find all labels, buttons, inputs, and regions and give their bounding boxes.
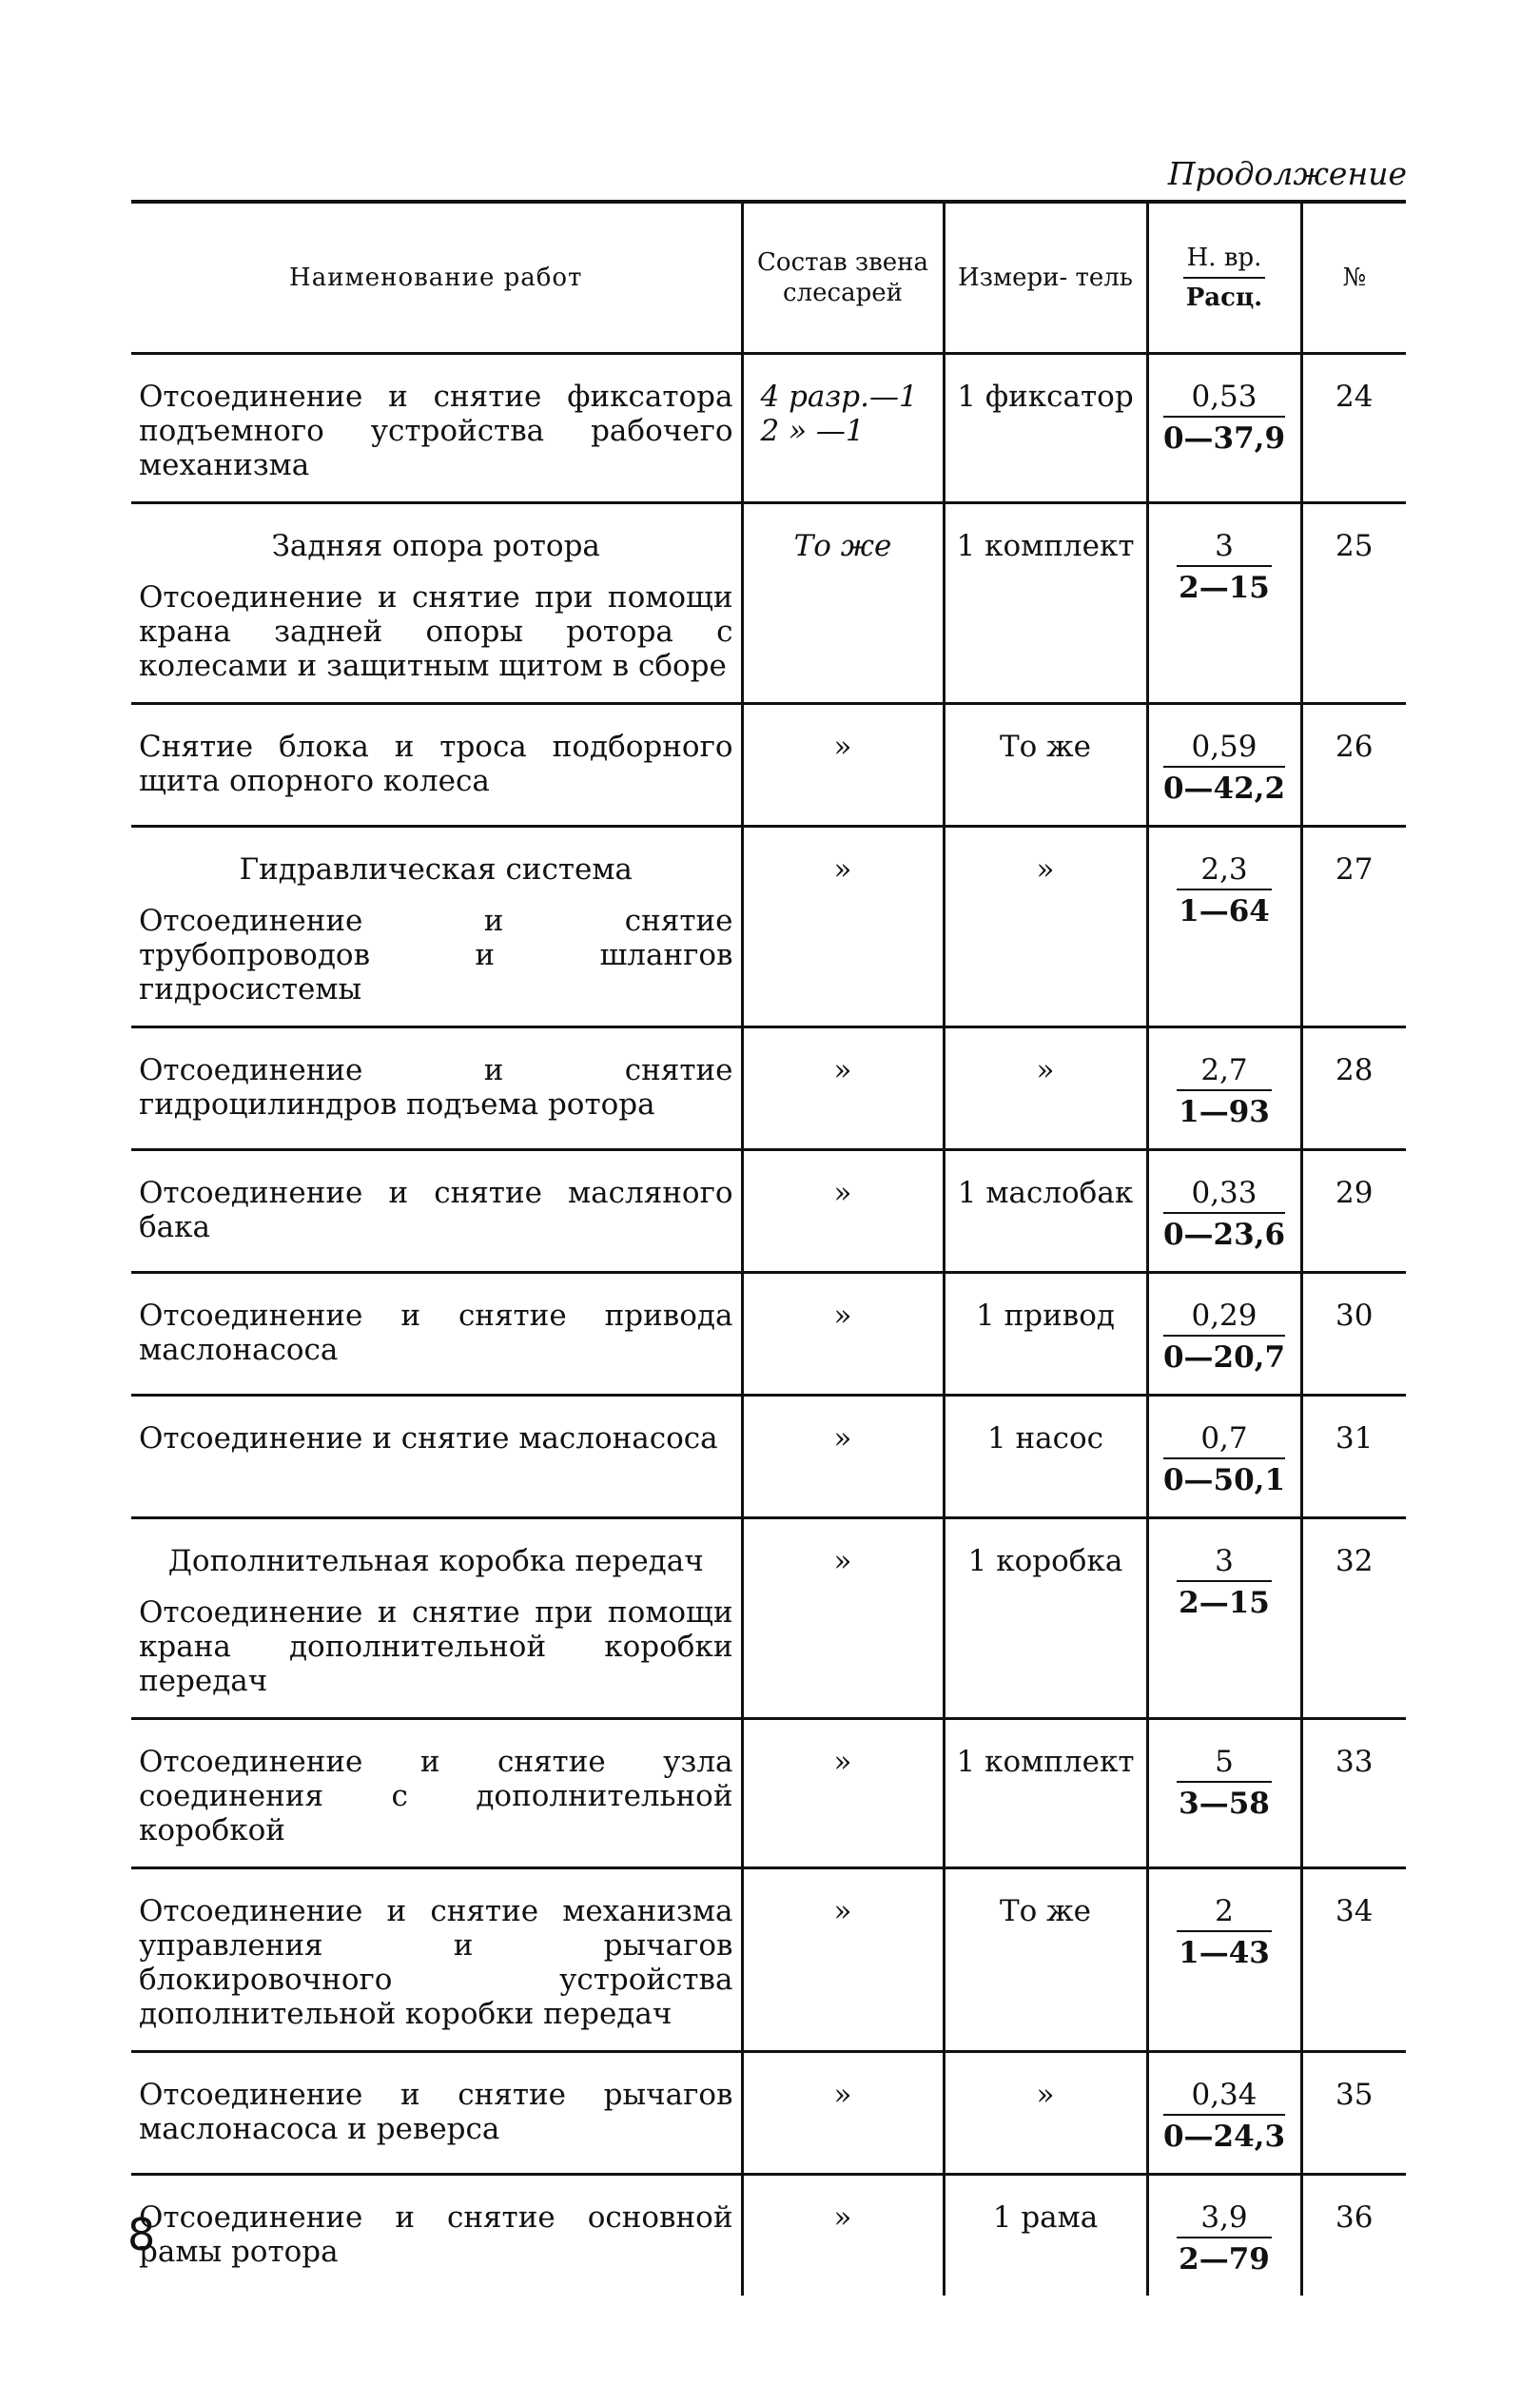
table-row <box>131 1518 1406 1719</box>
work-name-cell <box>131 827 742 1027</box>
row-number: 28 <box>1335 1053 1374 1087</box>
unit-value: 1 насос <box>986 1421 1104 1456</box>
header-unit: Измери- тель <box>944 202 1147 354</box>
row-number: 26 <box>1335 730 1374 764</box>
crew-cell <box>742 1396 944 1518</box>
row-number-cell <box>1301 704 1406 827</box>
header-number: № <box>1301 202 1406 354</box>
crew-line-2: 2 » —1 <box>760 414 865 448</box>
norm-time-value: 0,34 <box>1163 2078 1285 2116</box>
rate-value: 0—37,9 <box>1162 421 1286 456</box>
unit-cell <box>944 354 1147 503</box>
section-heading: Задняя опора ротора <box>271 529 600 563</box>
rate-value: 0—50,1 <box>1162 1463 1286 1497</box>
section-heading: Дополнительная коробка передач <box>167 1544 704 1578</box>
unit-cell <box>944 2052 1147 2175</box>
work-name-cell <box>131 1396 742 1518</box>
work-name-cell <box>131 1518 742 1719</box>
row-number: 31 <box>1335 1421 1374 1456</box>
work-name-cell <box>131 1027 742 1150</box>
norm-rate-cell <box>1147 354 1301 503</box>
unit-value: 1 рама <box>992 2200 1099 2235</box>
table-row <box>131 1273 1406 1396</box>
unit-cell <box>944 1868 1147 2052</box>
work-name: Отсоединение и снятие трубопроводов и шлангов гидросистемы <box>139 904 733 1007</box>
work-name-cell <box>131 2052 742 2175</box>
crew-cell <box>742 1518 944 1719</box>
row-number: 25 <box>1335 529 1374 563</box>
unit-cell <box>944 704 1147 827</box>
header-rate: Расц. <box>1185 283 1263 312</box>
unit-cell <box>944 1518 1147 1719</box>
norm-rate-cell <box>1147 1027 1301 1150</box>
table-row <box>131 1396 1406 1518</box>
crew-line-1: » <box>833 1894 852 1928</box>
crew-line-1: » <box>833 730 852 764</box>
work-name: Отсоединение и снятие привода маслонасоса <box>139 1299 733 1367</box>
norm-time-value: 0,53 <box>1163 380 1285 418</box>
norm-rate-cell <box>1147 503 1301 704</box>
unit-value: 1 комплект <box>956 1745 1135 1779</box>
unit-cell <box>944 1150 1147 1273</box>
crew-line-1: » <box>833 2200 852 2235</box>
crew-line-1: » <box>833 1176 852 1210</box>
row-number: 32 <box>1335 1544 1374 1578</box>
norm-rate-cell <box>1147 827 1301 1027</box>
norm-time-value: 0,7 <box>1163 1421 1285 1459</box>
work-name-cell <box>131 1273 742 1396</box>
norm-time-value: 2 <box>1177 1894 1272 1932</box>
unit-value: 1 фиксатор <box>957 380 1134 414</box>
work-name: Отсоединение и снятие при помощи крана задней опоры ротора с колесами и защитным щитом в сборе <box>139 580 733 683</box>
row-number: 34 <box>1335 1894 1374 1928</box>
works-table <box>131 200 1406 2296</box>
row-number: 30 <box>1335 1299 1374 1333</box>
row-number-cell <box>1301 1150 1406 1273</box>
norm-rate-cell <box>1147 2175 1301 2297</box>
row-number: 36 <box>1335 2200 1374 2235</box>
norm-rate-cell <box>1147 1273 1301 1396</box>
unit-cell <box>944 827 1147 1027</box>
page-number: 8 <box>127 2209 156 2260</box>
header-name: Наименование работ <box>131 202 742 354</box>
row-number-cell <box>1301 1868 1406 2052</box>
row-number: 27 <box>1335 852 1374 887</box>
crew-cell <box>742 503 944 704</box>
row-number-cell <box>1301 1518 1406 1719</box>
crew-line-1: 4 разр.—1 <box>760 380 918 414</box>
rate-value: 2—79 <box>1179 2242 1270 2277</box>
unit-cell <box>944 1273 1147 1396</box>
crew-line-1: » <box>833 1421 852 1456</box>
work-name-cell <box>131 704 742 827</box>
work-name-cell <box>131 1868 742 2052</box>
row-number-cell <box>1301 1396 1406 1518</box>
table-row <box>131 354 1406 503</box>
row-number: 29 <box>1335 1176 1374 1210</box>
header-norm-rate <box>1147 202 1301 354</box>
crew-cell <box>742 1027 944 1150</box>
rate-value: 2—15 <box>1179 571 1270 605</box>
section-heading: Гидравлическая система <box>239 852 633 887</box>
header-crew: Состав звена слесарей <box>742 202 944 354</box>
work-name: Отсоединение и снятие маслонасоса <box>139 1421 718 1456</box>
unit-cell <box>944 1719 1147 1868</box>
norm-time-value: 0,29 <box>1163 1299 1285 1337</box>
table-row <box>131 1719 1406 1868</box>
norm-rate-cell <box>1147 1396 1301 1518</box>
row-number-cell <box>1301 1273 1406 1396</box>
work-name: Отсоединение и снятие при помощи крана дополнительной коробки передач <box>139 1595 733 1698</box>
norm-time-value: 3 <box>1177 1544 1272 1582</box>
work-name: Отсоединение и снятие гидроцилиндров подъема ротора <box>139 1053 733 1122</box>
row-number-cell <box>1301 503 1406 704</box>
crew-line-1: » <box>833 852 852 887</box>
table-row <box>131 503 1406 704</box>
work-name-cell <box>131 2175 742 2297</box>
row-number-cell <box>1301 827 1406 1027</box>
norm-rate-cell <box>1147 1518 1301 1719</box>
norm-rate-cell <box>1147 1150 1301 1273</box>
rate-value: 3—58 <box>1179 1787 1270 1821</box>
crew-cell <box>742 2175 944 2297</box>
header-norm-time: Н. вр. <box>1183 243 1266 280</box>
norm-time-value: 3,9 <box>1177 2200 1272 2238</box>
work-name: Отсоединение и снятие рычагов маслонасоса и реверса <box>139 2078 733 2146</box>
norm-time-value: 2,7 <box>1177 1053 1272 1091</box>
norm-time-value: 2,3 <box>1177 852 1272 890</box>
work-name: Отсоединение и снятие основной рамы ротора <box>139 2200 733 2269</box>
work-name: Отсоединение и снятие масляного бака <box>139 1176 733 1244</box>
row-number-cell <box>1301 2175 1406 2297</box>
unit-value: То же <box>999 730 1092 764</box>
table-row <box>131 827 1406 1027</box>
table-row <box>131 1868 1406 2052</box>
unit-value: 1 маслобак <box>957 1176 1134 1210</box>
crew-line-1: » <box>833 1745 852 1779</box>
table-row <box>131 1027 1406 1150</box>
table-row <box>131 704 1406 827</box>
rate-value: 1—43 <box>1179 1936 1270 1970</box>
unit-value: » <box>1036 1053 1055 1087</box>
crew-cell <box>742 1719 944 1868</box>
rate-value: 0—42,2 <box>1162 772 1286 806</box>
table-row <box>131 1150 1406 1273</box>
table-row <box>131 2175 1406 2297</box>
crew-cell <box>742 2052 944 2175</box>
row-number-cell <box>1301 354 1406 503</box>
rate-value: 0—24,3 <box>1162 2120 1286 2154</box>
rate-value: 1—64 <box>1179 894 1270 928</box>
work-name: Снятие блока и троса подборного щита опорного колеса <box>139 730 733 798</box>
work-name-cell <box>131 1150 742 1273</box>
norm-rate-cell <box>1147 1719 1301 1868</box>
rate-value: 0—20,7 <box>1162 1340 1286 1375</box>
unit-value: » <box>1036 852 1055 887</box>
crew-cell <box>742 704 944 827</box>
work-name-cell <box>131 354 742 503</box>
crew-line-1: » <box>833 1299 852 1333</box>
crew-line-1: » <box>833 2078 852 2112</box>
crew-cell <box>742 1868 944 2052</box>
norm-time-value: 5 <box>1177 1745 1272 1783</box>
work-name-cell <box>131 1719 742 1868</box>
norm-time-value: 3 <box>1177 529 1272 567</box>
rate-value: 0—23,6 <box>1162 1218 1286 1252</box>
norm-rate-cell <box>1147 704 1301 827</box>
rate-value: 2—15 <box>1179 1586 1270 1620</box>
crew-cell <box>742 1150 944 1273</box>
unit-value: 1 привод <box>976 1299 1115 1333</box>
row-number: 33 <box>1335 1745 1374 1779</box>
unit-cell <box>944 1396 1147 1518</box>
row-number-cell <box>1301 1719 1406 1868</box>
norm-rate-cell <box>1147 2052 1301 2175</box>
row-number: 24 <box>1335 380 1374 414</box>
norm-rate-cell <box>1147 1868 1301 2052</box>
crew-cell <box>742 1273 944 1396</box>
work-name: Отсоединение и снятие механизма управления и рычагов блокировочного устройства дополнительной коробки передач <box>139 1894 733 2031</box>
norm-time-value: 0,33 <box>1163 1176 1285 1214</box>
row-number-cell <box>1301 2052 1406 2175</box>
continuation-label: Продолжение <box>1167 155 1407 192</box>
work-name: Отсоединение и снятие узла соединения с дополнительной коробкой <box>139 1745 733 1847</box>
work-name: Отсоединение и снятие фиксатора подъемного устройства рабочего механизма <box>139 380 733 482</box>
unit-cell <box>944 1027 1147 1150</box>
norm-time-value: 0,59 <box>1163 730 1285 768</box>
unit-value: 1 комплект <box>956 529 1135 563</box>
crew-line-1: » <box>833 1544 852 1578</box>
table-header-row <box>131 202 1406 354</box>
unit-value: 1 коробка <box>967 1544 1123 1578</box>
unit-value: » <box>1036 2078 1055 2112</box>
unit-value: То же <box>999 1894 1092 1928</box>
row-number-cell <box>1301 1027 1406 1150</box>
unit-cell <box>944 503 1147 704</box>
crew-cell <box>742 354 944 503</box>
table-row <box>131 2052 1406 2175</box>
unit-cell <box>944 2175 1147 2297</box>
rate-value: 1—93 <box>1179 1095 1270 1129</box>
work-name-cell <box>131 503 742 704</box>
crew-line-1: То же <box>793 529 892 563</box>
crew-line-1: » <box>833 1053 852 1087</box>
crew-cell <box>742 827 944 1027</box>
row-number: 35 <box>1335 2078 1374 2112</box>
